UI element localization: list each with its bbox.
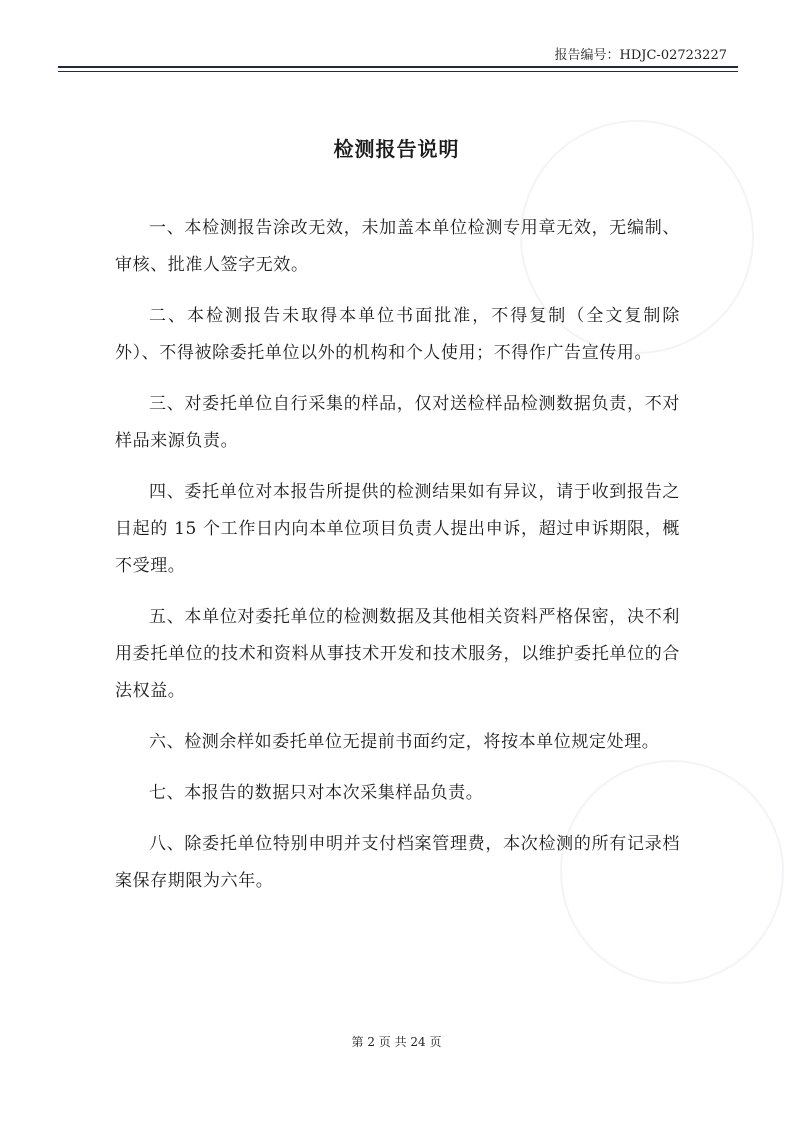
note-paragraph-6: 六、检测余样如委托单位无提前书面约定，将按本单位规定处理。 — [149, 732, 660, 752]
note-paragraph-2: 二、本检测报告未取得本单位书面批准，不得复制（全文复制除外）、不得被除委托单位以外的机构和个人使用；不得作广告宣传用。 — [115, 306, 680, 363]
note-paragraph-3: 三、对委托单位自行采集的样品，仅对送检样品检测数据负责，不对样品来源负责。 — [115, 394, 680, 451]
note-paragraph-4: 四、委托单位对本报告所提供的检测结果如有异议，请于收到报告之日起的 15 个工作日内向本单位项目负责人提出申诉，超过申诉期限，概不受理。 — [115, 482, 680, 576]
header-rule-thick — [58, 66, 738, 68]
notes-body — [115, 210, 680, 914]
note-paragraph-8: 八、除委托单位特别申明并支付档案管理费，本次检测的所有记录档案保存期限为六年。 — [115, 834, 680, 891]
note-paragraph-7: 七、本报告的数据只对本次采集样品负责。 — [149, 783, 484, 803]
report-number: 报告编号：HDJC-02723227 — [554, 48, 727, 63]
page-number: 第 2 页 共 24 页 — [351, 1035, 442, 1049]
page-title: 检测报告说明 — [333, 137, 460, 161]
note-paragraph-1: 一、本检测报告涂改无效，未加盖本单位检测专用章无效，无编制、审核、批准人签字无效。 — [115, 218, 680, 275]
header-rule-thin — [58, 71, 738, 72]
note-paragraph-5: 五、本单位对委托单位的检测数据及其他相关资料严格保密，决不利用委托单位的技术和资料从事技术开发和技术服务，以维护委托单位的合法权益。 — [115, 607, 680, 701]
